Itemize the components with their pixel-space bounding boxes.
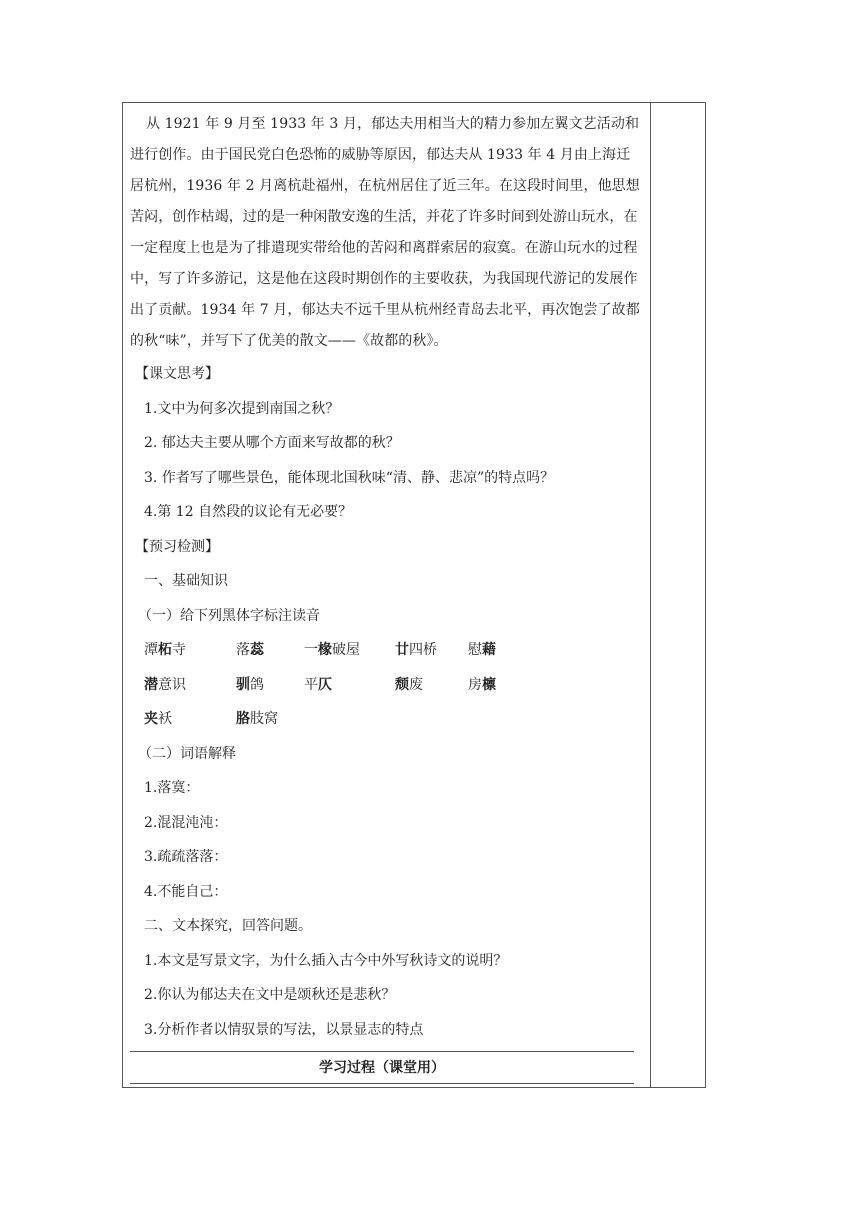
main-cell xyxy=(130,102,642,1047)
sub1-title: （一）给下列黑体字标注读音 xyxy=(138,607,320,624)
word-item: 慰藉 xyxy=(468,642,496,658)
term-2: 2.混混沌沌： xyxy=(144,814,228,831)
part2-question-1: 1.本文是写景文字，为什么插入古今中外写秋诗文的说明？ xyxy=(144,952,508,969)
section-heading-think: 【课文思考】 xyxy=(135,366,219,382)
footer-title: 学习过程（课堂用） xyxy=(319,1060,445,1076)
part2-title: 二、文本探究，回答问题。 xyxy=(144,918,312,934)
footer-bottom-rule xyxy=(130,1083,634,1084)
think-question-4: 4.第 12 自然段的议论有无必要？ xyxy=(144,504,353,520)
sub2-title: （二）词语解释 xyxy=(138,745,236,762)
word-item: 落蕊 xyxy=(236,642,264,658)
word-item: 胳肢窝 xyxy=(236,711,278,727)
term-4: 4.不能自己： xyxy=(144,883,228,900)
think-question-1: 1.文中为何多次提到南国之秋？ xyxy=(144,400,340,417)
word-row-1 xyxy=(130,633,642,668)
word-item: 驯鸽 xyxy=(236,676,264,693)
word-row-3 xyxy=(130,702,642,737)
think-question-3: 3. 作者写了哪些景色，能体现北国秋味“清、静、悲凉”的特点吗？ xyxy=(144,469,555,486)
word-item: 廿四桥 xyxy=(395,642,437,658)
think-question-2: 2. 郁达夫主要从哪个方面来写故都的秋？ xyxy=(144,435,400,451)
section-heading-preview: 【预习检测】 xyxy=(135,538,219,555)
word-item: 房檩 xyxy=(468,676,496,693)
term-3: 3.疏疏落落： xyxy=(144,849,228,865)
term-1: 1.落寞： xyxy=(144,780,200,796)
word-item: 平仄 xyxy=(304,676,332,693)
word-item: 潭柘寺 xyxy=(144,642,186,658)
part2-question-2: 2.你认为郁达夫在文中是颂秋还是悲秋？ xyxy=(144,987,396,1003)
word-item: 夹袄 xyxy=(144,711,172,727)
word-row-2 xyxy=(130,668,642,703)
word-item: 一椽破屋 xyxy=(304,642,360,658)
word-item: 颓废 xyxy=(395,676,423,693)
part1-title: 一、基础知识 xyxy=(144,573,228,589)
column-divider xyxy=(650,102,651,1088)
part2-question-3: 3.分析作者以情驭景的写法，以景显志的特点 xyxy=(144,1021,424,1038)
footer-top-rule xyxy=(130,1051,634,1052)
intro-paragraph: 从 1921 年 9 月至 1933 年 3 月，郁达夫用相当大的精力参加左翼文艺活动和进行创作。由于国民党白色恐怖的威胁等原因，郁达夫从 1933 年 4 月由上海迁居杭州，1936 年 2 月离杭赴福州，在杭州居住了近三年。在这段时间里，他思想苦闷，创作枯竭，过的是一种闲散安逸的生活，并花了许多时间到处游山玩水，在一定程度上也是为了排遣现实带给他的苦闷和离群索居的寂寞。在游山玩水的过程中，写了许多游记，这是他在这段时期创作的主要收获，为我国现代游记的发展作出了贡献。1934 年 7 月，郁达夫不远千里从杭州经青岛去北平，再次饱尝了故都的秋“味”，并写下了优美的散文——《故都的秋》。 xyxy=(130,116,640,349)
word-item: 潜意识 xyxy=(144,676,186,693)
